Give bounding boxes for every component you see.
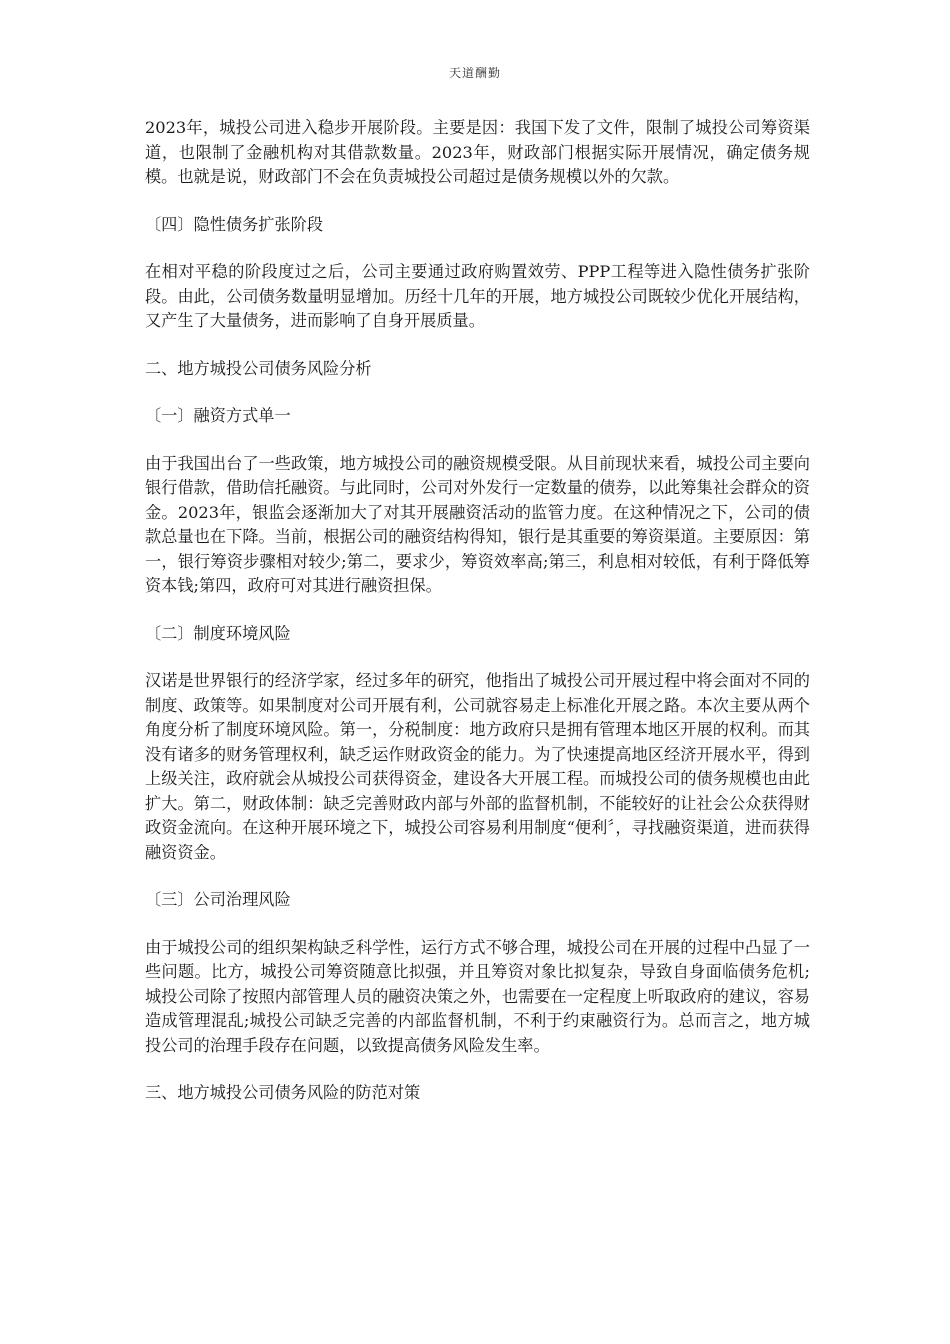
document-body	[145, 116, 810, 1129]
section-heading-governance-risk: 〔三〕公司治理风险	[145, 890, 291, 909]
section-heading-institutional-risk: 〔二〕制度环境风险	[145, 623, 291, 643]
section-heading-hidden-debt: 〔四〕隐性债务扩张阶段	[145, 214, 324, 234]
paragraph-governance-risk: 由于城投公司的组织架构缺乏科学性，运行方式不够合理，城投公司在开展的过程中凸显了一些问题。比方，城投公司筹资随意比拟强，并且筹资对象比拟复杂，导致自身面临债务危机;城投公司除了按照内部管理人员的融资决策之外，也需要在一定程度上听取政府的建议，容易造成管理混乱;城投公司缺乏完善的内部监督机制，不利于约束融资行为。总而言之，地方城投公司的治理手段存在问题，以致提高债务风险发生率。	[145, 937, 810, 1055]
chapter-heading-countermeasures: 三、地方城投公司债务风险的防范对策	[145, 1083, 421, 1102]
paragraph-hidden-debt: 在相对平稳的阶段度过之后，公司主要通过政府购置效劳、PPP工程等进入隐性债务扩张阶段。由此，公司债务数量明显增加。历经十几年的开展，地方城投公司既较少优化开展结构，又产生了大量债务，进而影响了自身开展质量。	[145, 262, 810, 330]
page-header: 天道酬勤	[448, 66, 501, 80]
section-heading-financing: 〔一〕融资方式单一	[145, 406, 291, 425]
paragraph-financing: 由于我国出台了一些政策，地方城投公司的融资规模受限。从目前现状来看，城投公司主要向银行借款，借助信托融资。与此同时，公司对外发行一定数量的债券，以此筹集社会群众的资金。2023年，银监会逐渐加大了对其开展融资活动的监管力度。在这种情况之下，公司的债款总量也在下降。当前，根据公司的融资结构得知，银行是其重要的筹资渠道。主要原因：第一，银行筹资步骤相对较少;第二，要求少，筹资效率高;第三，利息相对较低，有利于降低筹资本钱;第四，政府可对其进行融资担保。	[145, 453, 810, 595]
paragraph-stable-stage: 2023年，城投公司进入稳步开展阶段。主要是因：我国下发了文件，限制了城投公司筹资渠道，也限制了金融机构对其借款数量。2023年，财政部门根据实际开展情况，确定债务规模。也就是说，财政部门不会在负责城投公司超过是债务规模以外的欠款。	[145, 118, 810, 186]
chapter-heading-risk-analysis: 二、地方城投公司债务风险分析	[145, 358, 372, 378]
paragraph-institutional-risk: 汉诺是世界银行的经济学家，经过多年的研究，他指出了城投公司开展过程中将会面对不同的制度、政策等。如果制度对公司开展有利，公司就容易走上标准化开展之路。本次主要从两个角度分析了制度环境风险。第一，分税制度：地方政府只是拥有管理本地区开展的权利。而其没有诸多的财务管理权利，缺乏运作财政资金的能力。为了快速提高地区经济开展水平，得到上级关注，政府就会从城投公司获得资金，建设各大开展工程。而城投公司的债务规模也由此扩大。第二，财政体制：缺乏完善财政内部与外部的监督机制，不能较好的让社会公众获得财政资金流向。在这种开展环境之下，城投公司容易利用制度“便利〞，寻找融资渠道，进而获得融资资金。	[145, 671, 810, 862]
